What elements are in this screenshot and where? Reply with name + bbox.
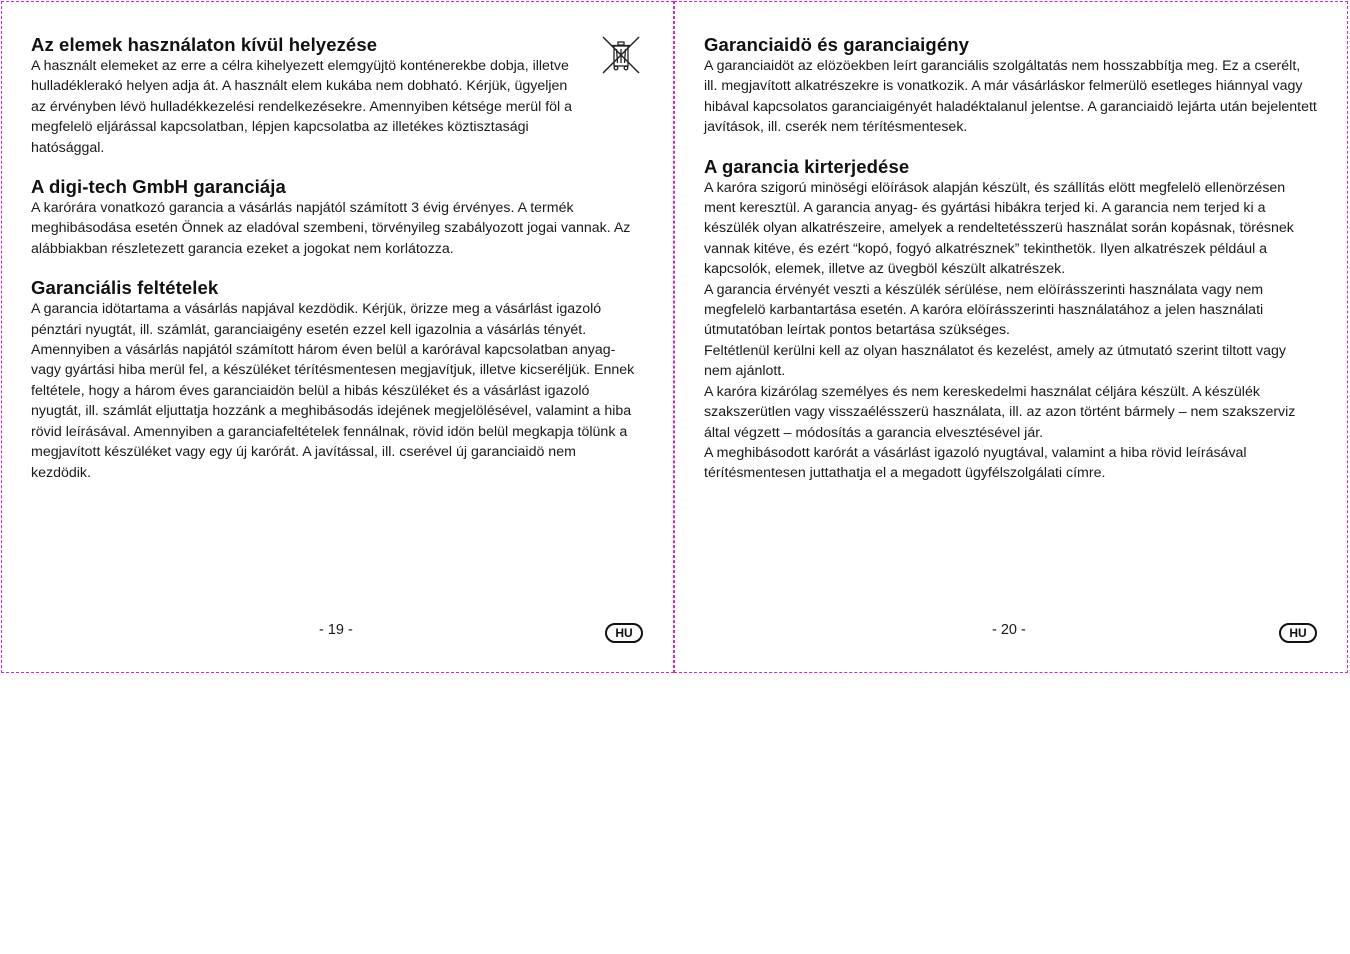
section-heading: A garancia kirterjedése (704, 155, 910, 177)
section-body: A garancia idötartama a vásárlás napjával kezdödik. Kérjük, örizze meg a vásárlást igazoló pénztári nyugtát, ill. számlát, garanciaigény esetén ezzel kell igazolnia a vásárlás tényét. Amennyiben a vásárlás napjától számított három éven belül a karórával kapcsolatban anyag- vagy gyártási hiba merül fel, a készüléket térítésmentesen megjavítjuk, illetve kicseréljük. Ennek feltétele, hogy a három éves garanciaidön belül a hibás készüléket és a vásárlást igazoló nyugtát, ill. számlát eljuttatja hozzánk a meghibásodás idejének megjelölésével, valamint a hiba rövid leírásával. Amennyiben a garanciafeltételek fennálnak, rövid idön belül megkapja tölünk a megjavított készüléket vagy egy új karórát. A javítással, ill. cserével új garanciaidö nem kezdödik. (31, 301, 635, 481)
page-number: - 20 - (992, 622, 1026, 638)
section-paragraph: Feltétlenül kerülni kell az olyan használatot és kezelést, amely az útmutató szerint tiltott vagy nem ajánlott. (704, 342, 1286, 380)
section-paragraph: A karóra szigorú minöségi elöírások alapján készült, és szállítás elött megfelelö ellenörzésen ment keresztül. A garancia anyag- és gyártási hibákra terjed ki. A garancia nem terjed ki a készülék olyan alkatrészeire, amelyek a rendeltetésszerü használat során kopásnak, törésnek vannak kitéve, és ezért “kopó, fogyó alkatrésznek” tekinthetök. Ilyen alkatrészek például a kapcsolók, elemek, illetve az üvegböl készült alkatrészek. (704, 179, 1294, 278)
section-paragraph: A meghibásodott karórát a vásárlást igazoló nyugtával, valamint a hiba rövid leírásával térítésmentesen juttathatja el a megadott ügyfélszolgálati címre. (704, 444, 1247, 482)
language-badge: HU (605, 623, 643, 643)
section-body: A karórára vonatkozó garancia a vásárlás napjától számított 3 évig érvényes. A termék meghibásodása esetén Önnek az eladóval szembeni, törvényileg szabályozott jogai vannak. Az alábbiakban részletezett garancia ezeket a jogokat nem korlátozza. (31, 200, 631, 257)
section-battery-disposal (31, 34, 637, 158)
section-warranty-conditions (31, 277, 637, 483)
section-body: A használt elemeket az erre a célra kihelyezett elemgyüjtö konténerekbe dobja, illetve hulladéklerakó helyen adja át. A használt elem kukába nem dobható. Kérjük, ügyeljen az érvényben lévö hulladékkezelési rendelkezésekre. Amennyiben kétsége merül föl a megfelelö eljárással kapcsolatban, lépjen kapcsolatba az illetékes köztisztasági hatósággal. (31, 58, 573, 156)
section-paragraph: A karóra kizárólag személyes és nem kereskedelmi használat céljára készült. A készülék szakszerütlen vagy visszaélésszerü használata, ill. az azon történt bármely – nem szakszerviz által végzett – módosítás a garancia elvesztésével jár. (704, 383, 1296, 441)
section-body: A garanciaidöt az elözöekben leírt garanciális szolgáltatás nem hosszabbítja meg. Ez a cserélt, ill. megjavított alkatrészekre is vonatkozik. A már vásárláskor felmerülö esetleges hiánnyal vagy hibával kapcsolatos garanciaigényét haladéktalanul jelentse. A garanciaidö lejárta után bejelentett javítások, ill. cserék nem térítésmentesek. (704, 58, 1317, 136)
page-number: - 19 - (319, 622, 353, 638)
section-warranty-scope (704, 156, 1317, 484)
section-heading: A digi-tech GmbH garanciája (31, 176, 286, 198)
left-page-content (31, 34, 637, 501)
left-page (1, 1, 674, 673)
section-company-warranty (31, 176, 637, 259)
section-heading: Az elemek használaton kívül helyezése (31, 34, 378, 55)
section-heading: Garanciális feltételek (31, 277, 219, 299)
section-warranty-period (704, 34, 1317, 138)
right-page-content (704, 34, 1317, 502)
section-paragraph: A garancia érvényét veszti a készülék sérülése, nem elöírásszerinti használata vagy nem megfelelö karbantartása esetén. A karóra elöírásszerinti használatához a jelen használati útmutatóban leírtak pontos betartása szükséges. (704, 281, 1264, 339)
right-page (674, 1, 1348, 673)
language-badge: HU (1279, 623, 1317, 643)
section-heading: Garanciaidö és garanciaigény (704, 34, 969, 55)
